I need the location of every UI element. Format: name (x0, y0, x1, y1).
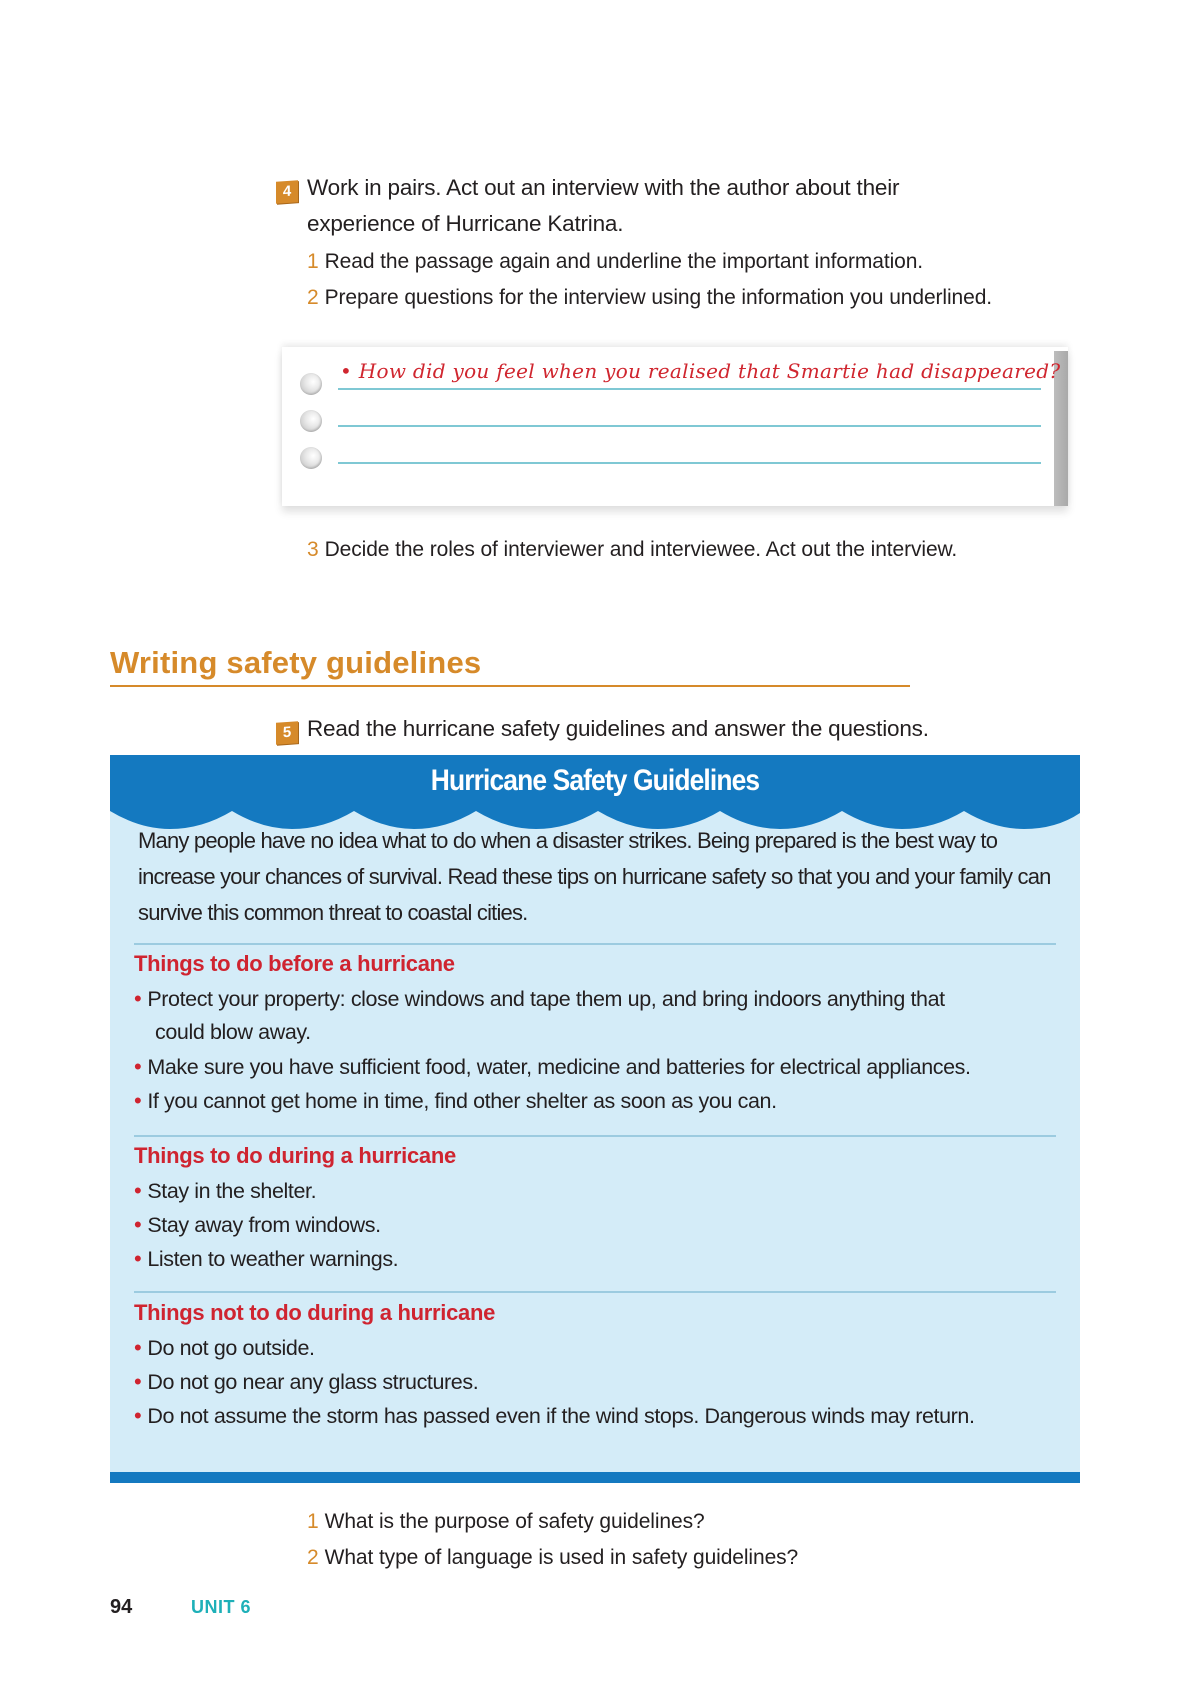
guideline-text: Listen to weather warnings. (147, 1247, 399, 1271)
question-item (307, 1546, 798, 1570)
page-number: 94 (110, 1596, 133, 1618)
guideline-item (134, 1403, 975, 1429)
bullet-icon: • (134, 1054, 142, 1079)
guideline-item (134, 986, 945, 1012)
activity-number-badge: 5 (276, 721, 298, 745)
bullet-icon: • (134, 986, 142, 1011)
binder-ring-icon (300, 447, 322, 469)
guidelines-intro: Many people have no idea what to do when a disaster strikes. Being prepared is the best way to increase your chances of survival. Read these tips on hurricane safety so that you and your family can survive this common threat to coastal cities. (138, 828, 1051, 925)
activity-number-badge: 4 (276, 180, 298, 204)
guideline-text: If you cannot get home in time, find other shelter as soon as you can. (147, 1089, 777, 1113)
step-text: Prepare questions for the interview using the information you underlined. (324, 286, 993, 309)
guideline-item (134, 1369, 478, 1395)
guideline-item (134, 1246, 398, 1272)
guideline-text: Protect your property: close windows and tape them up, and bring indoors anything that (147, 987, 945, 1011)
binder-ring-icon (300, 410, 322, 432)
step-text: Decide the roles of interviewer and interviewee. Act out the interview. (324, 538, 958, 561)
group-heading: Things to do during a hurricane (134, 1143, 456, 1168)
step-number: 2 (307, 286, 319, 309)
step-item (307, 286, 992, 310)
notebook-card (282, 347, 1068, 506)
step-item (307, 538, 957, 562)
question-number: 1 (307, 1510, 319, 1533)
step-number: 1 (307, 250, 319, 273)
activity-instruction: Read the hurricane safety guidelines and answer the questions. (307, 716, 929, 741)
guideline-item (134, 1054, 971, 1080)
step-number: 3 (307, 538, 319, 561)
writing-line[interactable] (338, 425, 1041, 427)
bullet-icon: • (134, 1088, 142, 1113)
bullet-icon: • (134, 1212, 142, 1237)
guideline-text: Do not assume the storm has passed even if the wind stops. Dangerous winds may return. (147, 1404, 975, 1428)
guidelines-title: Hurricane Safety Guidelines (430, 764, 760, 797)
question-text: What type of language is used in safety guidelines? (324, 1546, 799, 1569)
guideline-text: Stay in the shelter. (147, 1179, 317, 1203)
guideline-item (134, 1335, 315, 1361)
guidelines-footer-bar (110, 1472, 1080, 1483)
binder-ring-icon (300, 373, 322, 395)
bullet-icon: • (134, 1403, 142, 1428)
writing-line[interactable] (338, 388, 1041, 390)
group-heading: Things to do before a hurricane (134, 951, 455, 976)
section-underline (110, 685, 910, 687)
question-number: 2 (307, 1546, 319, 1569)
writing-line[interactable] (338, 462, 1041, 464)
guideline-text: Stay away from windows. (147, 1213, 381, 1237)
guideline-text: Make sure you have sufficient food, water, medicine and batteries for electrical appliances. (147, 1055, 971, 1079)
bullet-icon: • (134, 1178, 142, 1203)
example-question: • How did you feel when you realised that Smartie had disappeared? (340, 359, 1061, 383)
bullet-icon: • (134, 1369, 142, 1394)
section-title: Writing safety guidelines (110, 645, 482, 680)
guideline-item (134, 1088, 777, 1114)
unit-label: UNIT 6 (191, 1597, 252, 1617)
divider (134, 1135, 1056, 1137)
guideline-text: Do not go near any glass structures. (147, 1370, 479, 1394)
guideline-text: Do not go outside. (147, 1336, 315, 1360)
question-text: What is the purpose of safety guidelines? (324, 1510, 705, 1533)
divider (134, 943, 1056, 945)
group-heading: Things not to do during a hurricane (134, 1300, 496, 1325)
step-item (307, 250, 923, 274)
step-text: Read the passage again and underline the important information. (324, 250, 924, 273)
guidelines-box (110, 755, 1080, 1483)
bullet-icon: • (134, 1335, 142, 1360)
bullet-icon: • (134, 1246, 142, 1271)
activity-instruction: Work in pairs. Act out an interview with the author about their (307, 175, 900, 200)
guideline-item (134, 1178, 316, 1204)
guideline-item-continued: could blow away. (155, 1020, 311, 1044)
guideline-item (134, 1212, 381, 1238)
question-item (307, 1510, 705, 1534)
divider (134, 1291, 1056, 1293)
activity-instruction-continued: experience of Hurricane Katrina. (307, 211, 624, 236)
